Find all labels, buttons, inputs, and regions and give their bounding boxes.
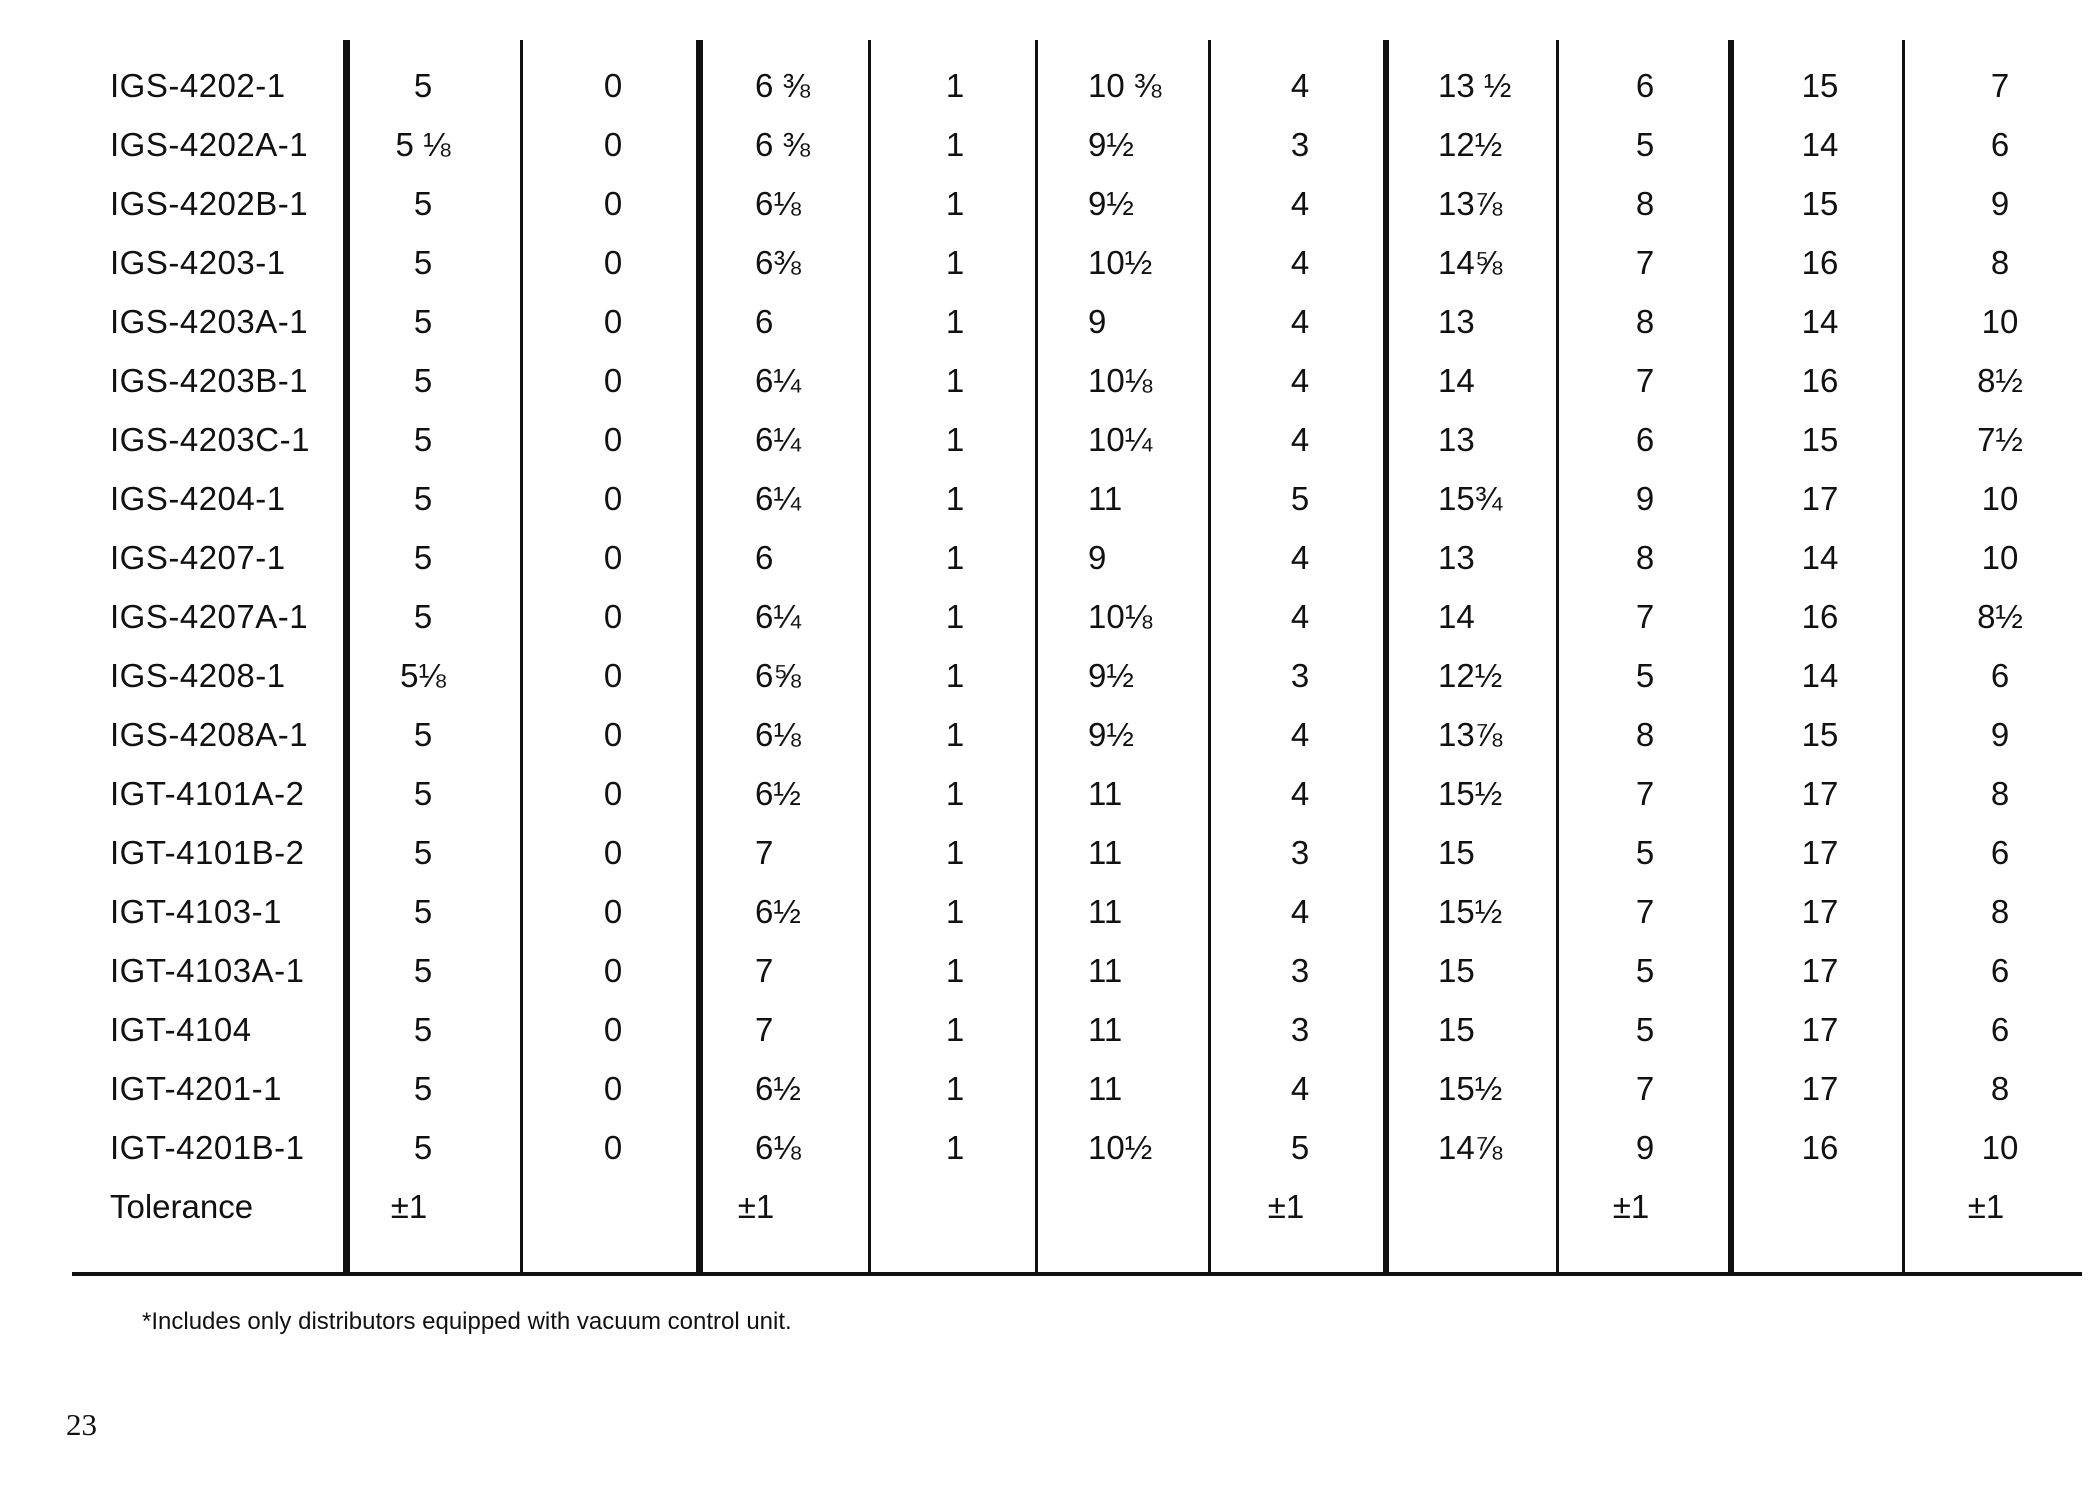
column-divider (1556, 40, 1559, 1276)
table-cell: 5 ⅛ (395, 126, 451, 163)
column-divider (1728, 40, 1734, 1276)
table-cell: 15 (1801, 421, 1839, 458)
table-cell: 6 (755, 303, 774, 340)
table-cell: 13 ½ (1438, 67, 1512, 104)
tolerance-label: Tolerance (110, 1188, 254, 1225)
part-number: IGS-4203-1 (110, 244, 286, 281)
column-divider (1383, 40, 1389, 1276)
table-cell: 0 (603, 893, 623, 930)
table-cell: 10⅛ (1088, 362, 1153, 399)
table-cell: 15½ (1438, 1070, 1503, 1107)
table-cell: 15 (1801, 67, 1839, 104)
table-cell: 10 ⅜ (1088, 67, 1162, 104)
table-cell: 8 (1635, 185, 1655, 222)
tolerance-value: ±1 (737, 1188, 775, 1225)
table-cell: 15 (1801, 185, 1839, 222)
table-cell: 1 (945, 1129, 965, 1166)
table-cell: 17 (1801, 834, 1839, 871)
table-cell: 0 (603, 126, 623, 163)
table-cell: 5 (413, 185, 433, 222)
table-cell: 17 (1801, 893, 1839, 930)
part-number: IGT-4101A-2 (110, 775, 305, 812)
table-cell: 11 (1088, 775, 1123, 812)
column-divider (1208, 40, 1211, 1276)
table-cell: 1 (945, 126, 965, 163)
part-number: IGS-4207A-1 (110, 598, 309, 635)
table-cell: 15 (1438, 834, 1475, 871)
table-cell: 7 (1635, 362, 1655, 399)
table-cell: 4 (1290, 598, 1310, 635)
table-cell: 7 (755, 834, 774, 871)
table-cell: 8½ (1977, 362, 2023, 399)
table-cell: 14⅝ (1438, 244, 1503, 281)
table-cell: 13⅞ (1438, 716, 1503, 753)
table-cell: 13 (1438, 303, 1475, 340)
table-cell: 0 (603, 421, 623, 458)
table-cell: 7 (1635, 244, 1655, 281)
table-cell: 4 (1290, 775, 1310, 812)
column-divider (868, 40, 871, 1276)
table-cell: 5 (1635, 1011, 1655, 1048)
table-cell: 10 (1981, 539, 2019, 576)
table-cell: 0 (603, 657, 623, 694)
table-cell: 11 (1088, 952, 1123, 989)
table-cell: 1 (945, 303, 965, 340)
table-cell: 4 (1290, 185, 1310, 222)
tolerance-value: ±1 (1967, 1188, 2005, 1225)
table-cell: 17 (1801, 480, 1839, 517)
table-cell: 10⅛ (1088, 598, 1153, 635)
table-cell: 1 (945, 1070, 965, 1107)
table-cell: 14 (1438, 598, 1475, 635)
table-cell: 16 (1801, 244, 1839, 281)
table-cell: 1 (945, 421, 965, 458)
table-cell: 15¾ (1438, 480, 1503, 517)
table-cell: 7 (1635, 775, 1655, 812)
table-cell: 0 (603, 244, 623, 281)
table-cell: 8 (1990, 244, 2010, 281)
table-cell: 0 (603, 1129, 623, 1166)
table-cell: 16 (1801, 598, 1839, 635)
table-cell: 5 (413, 539, 433, 576)
table-cell: 1 (945, 834, 965, 871)
part-number: IGT-4201-1 (110, 1070, 282, 1107)
table-cell: 10½ (1088, 244, 1153, 281)
table-cell: 4 (1290, 1070, 1310, 1107)
column-divider (343, 40, 350, 1276)
table-cell: 13⅞ (1438, 185, 1503, 222)
table-cell: 3 (1290, 657, 1310, 694)
table-cell: 14 (1438, 362, 1475, 399)
table-cell: 9 (1990, 716, 2010, 753)
table-cell: 6 (1635, 67, 1655, 104)
table-cell: 0 (603, 834, 623, 871)
footnote: *Includes only distributors equipped with vacuum control unit. (142, 1308, 792, 1335)
table-cell: 6 ⅜ (755, 126, 811, 163)
column-divider (696, 40, 703, 1276)
table-cell: 16 (1801, 362, 1839, 399)
table-cell: 4 (1290, 67, 1310, 104)
table-cell: 1 (945, 775, 965, 812)
table-cell: 6 (1990, 1011, 2010, 1048)
column-divider (1035, 40, 1038, 1276)
table-cell: 1 (945, 716, 965, 753)
table-cell: 8 (1990, 893, 2010, 930)
part-number: IGS-4208-1 (110, 657, 286, 694)
table-cell: 14 (1801, 657, 1839, 694)
table-cell: 5 (1290, 1129, 1310, 1166)
table-cell: 11 (1088, 1011, 1123, 1048)
part-number: IGT-4101B-2 (110, 834, 305, 871)
table-cell: 6⅛ (755, 185, 801, 222)
table-cell: 6 (1990, 126, 2010, 163)
table-cell: 8 (1990, 775, 2010, 812)
table-cell: 15 (1438, 952, 1475, 989)
column-divider (1902, 40, 1905, 1276)
page-number: 23 (66, 1407, 97, 1442)
table-cell: 6¼ (755, 480, 801, 517)
table-cell: 14 (1801, 303, 1839, 340)
table-cell: 10 (1981, 480, 2019, 517)
table-cell: 6⅜ (755, 244, 801, 281)
table-cell: 4 (1290, 303, 1310, 340)
part-number: IGS-4202A-1 (110, 126, 309, 163)
part-number: IGT-4201B-1 (110, 1129, 305, 1166)
table-cell: 1 (945, 1011, 965, 1048)
table-cell: 13 (1438, 421, 1475, 458)
table-cell: 11 (1088, 1070, 1123, 1107)
part-number: IGS-4203A-1 (110, 303, 309, 340)
table-cell: 5 (1635, 952, 1655, 989)
table-bottom-rule (72, 1272, 2082, 1276)
table-cell: 7 (1635, 893, 1655, 930)
table-cell: 9½ (1088, 185, 1134, 222)
table-cell: 6 (755, 539, 774, 576)
table-cell: 6 (1990, 834, 2010, 871)
table-cell: 11 (1088, 480, 1123, 517)
table-cell: 0 (603, 480, 623, 517)
tolerance-value: ±1 (1267, 1188, 1305, 1225)
table-cell: 5 (413, 244, 433, 281)
table-cell: 6 (1990, 952, 2010, 989)
table-cell: 6¼ (755, 421, 801, 458)
table-cell: 9 (1088, 303, 1107, 340)
table-cell: 8 (1635, 716, 1655, 753)
table-cell: 6½ (755, 775, 801, 812)
table-cell: 0 (603, 303, 623, 340)
table-cell: 4 (1290, 244, 1310, 281)
table-cell: 9 (1635, 480, 1655, 517)
table-cell: 15 (1438, 1011, 1475, 1048)
table-cell: 5 (413, 1129, 433, 1166)
table-cell: 4 (1290, 539, 1310, 576)
table-cell: 13 (1438, 539, 1475, 576)
table-cell: 6 (1635, 421, 1655, 458)
table-cell: 0 (603, 1070, 623, 1107)
table-cell: 5 (413, 1011, 433, 1048)
table-cell: 4 (1290, 716, 1310, 753)
table-cell: 7 (1635, 598, 1655, 635)
table-cell: 5 (1635, 657, 1655, 694)
table-cell: 16 (1801, 1129, 1839, 1166)
table-cell: 4 (1290, 362, 1310, 399)
table-cell: 5 (413, 775, 433, 812)
table-cell: 1 (945, 893, 965, 930)
table-cell: 0 (603, 598, 623, 635)
table-cell: 17 (1801, 1070, 1839, 1107)
table-cell: 9 (1635, 1129, 1655, 1166)
column-divider (520, 40, 523, 1276)
table-cell: 6⅝ (755, 657, 801, 694)
table-cell: 0 (603, 67, 623, 104)
table-cell: 10¼ (1088, 421, 1153, 458)
part-number: IGT-4104 (110, 1011, 252, 1048)
table-cell: 0 (603, 952, 623, 989)
table-cell: 12½ (1438, 126, 1503, 163)
table-cell: 5 (413, 480, 433, 517)
table-cell: 15½ (1438, 775, 1503, 812)
table-cell: 4 (1290, 421, 1310, 458)
table-cell: 1 (945, 362, 965, 399)
part-number: IGS-4203B-1 (110, 362, 309, 399)
table-cell: 7 (755, 1011, 774, 1048)
table-cell: 6¼ (755, 362, 801, 399)
table-cell: 4 (1290, 893, 1310, 930)
part-number: IGS-4202-1 (110, 67, 286, 104)
part-number: IGS-4203C-1 (110, 421, 310, 458)
table-cell: 5 (413, 716, 433, 753)
table-cell: 0 (603, 539, 623, 576)
table-cell: 15 (1801, 716, 1839, 753)
table-cell: 1 (945, 657, 965, 694)
table-cell: 17 (1801, 775, 1839, 812)
table-cell: 14⅞ (1438, 1129, 1503, 1166)
table-cell: 6 (1990, 657, 2010, 694)
table-cell: 5 (1290, 480, 1310, 517)
table-cell: 5 (1635, 126, 1655, 163)
table-cell: 5 (413, 421, 433, 458)
table-cell: 0 (603, 775, 623, 812)
table-cell: 7 (1635, 1070, 1655, 1107)
table-cell: 6½ (755, 893, 801, 930)
table-cell: 8½ (1977, 598, 2023, 635)
part-number: IGS-4204-1 (110, 480, 286, 517)
table-cell: 17 (1801, 952, 1839, 989)
table-cell: 5 (413, 952, 433, 989)
table-cell: 11 (1088, 893, 1123, 930)
table-cell: 9½ (1088, 126, 1134, 163)
table-cell: 6⅛ (755, 716, 801, 753)
part-number: IGS-4208A-1 (110, 716, 309, 753)
table-cell: 0 (603, 362, 623, 399)
table-cell: 17 (1801, 1011, 1839, 1048)
table-cell: 1 (945, 952, 965, 989)
table-cell: 12½ (1438, 657, 1503, 694)
part-number: IGT-4103-1 (110, 893, 282, 930)
part-number: IGS-4207-1 (110, 539, 286, 576)
table-cell: 5 (413, 362, 433, 399)
table-cell: 10 (1981, 1129, 2019, 1166)
table-cell: 5 (413, 834, 433, 871)
table-cell: 5 (413, 1070, 433, 1107)
table-cell: 1 (945, 598, 965, 635)
table-cell: 5 (413, 303, 433, 340)
table-cell: 9½ (1088, 716, 1134, 753)
table-cell: 3 (1290, 126, 1310, 163)
table-cell: 5 (1635, 834, 1655, 871)
table-cell: 10 (1981, 303, 2019, 340)
table-cell: 7 (1990, 67, 2010, 104)
table-cell: 10½ (1088, 1129, 1153, 1166)
table-cell: 5 (413, 893, 433, 930)
table-cell: 3 (1290, 834, 1310, 871)
table-cell: 8 (1635, 303, 1655, 340)
table-cell: 5 (413, 598, 433, 635)
table-cell: 5 (413, 67, 433, 104)
table-cell: 8 (1990, 1070, 2010, 1107)
tolerance-value: ±1 (390, 1188, 428, 1225)
table-cell: 15½ (1438, 893, 1503, 930)
part-number: IGT-4103A-1 (110, 952, 305, 989)
table-cell: 9 (1990, 185, 2010, 222)
table-cell: 1 (945, 244, 965, 281)
table-cell: 8 (1635, 539, 1655, 576)
table-cell: 5⅛ (400, 657, 446, 694)
table-cell: 9 (1088, 539, 1107, 576)
table-cell: 14 (1801, 539, 1839, 576)
table-cell: 6⅛ (755, 1129, 801, 1166)
table-cell: 7 (755, 952, 774, 989)
table-cell: 1 (945, 67, 965, 104)
tolerance-value: ±1 (1612, 1188, 1650, 1225)
table-cell: 6 ⅜ (755, 67, 811, 104)
part-number: IGS-4202B-1 (110, 185, 309, 222)
table-cell: 3 (1290, 1011, 1310, 1048)
table-cell: 7½ (1977, 421, 2023, 458)
table-cell: 6½ (755, 1070, 801, 1107)
table-cell: 14 (1801, 126, 1839, 163)
table-cell: 0 (603, 185, 623, 222)
table-cell: 0 (603, 1011, 623, 1048)
table-cell: 1 (945, 480, 965, 517)
table-cell: 1 (945, 185, 965, 222)
table-cell: 1 (945, 539, 965, 576)
table-cell: 11 (1088, 834, 1123, 871)
table-cell: 6¼ (755, 598, 801, 635)
table-cell: 0 (603, 716, 623, 753)
table-cell: 9½ (1088, 657, 1134, 694)
table-cell: 3 (1290, 952, 1310, 989)
